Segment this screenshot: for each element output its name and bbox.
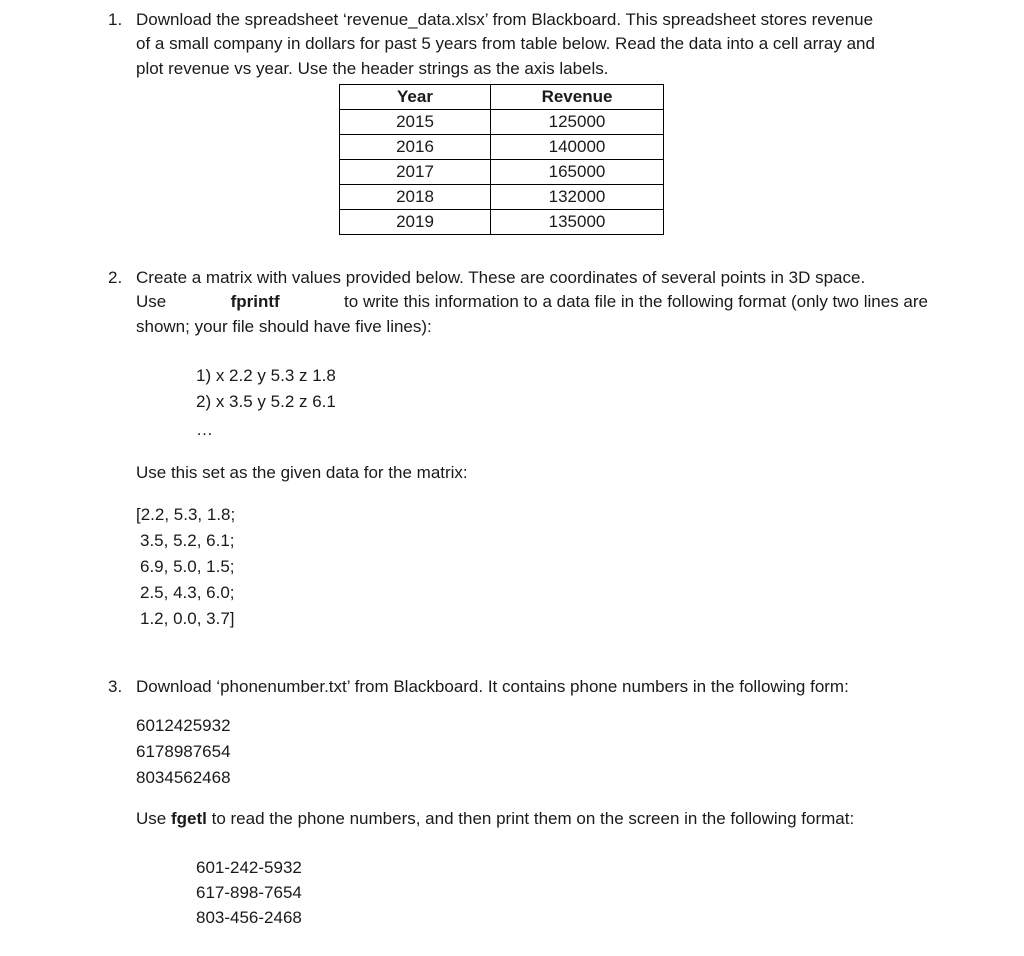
- matrix-row-1: [2.2, 5.3, 1.8;: [136, 505, 236, 524]
- table-row: [340, 110, 664, 135]
- q2-number: 2.: [108, 268, 123, 287]
- q3-number: 3.: [108, 677, 123, 696]
- formatted-number-1: 601-242-5932: [196, 858, 302, 877]
- header-year: Year: [340, 85, 491, 110]
- revenue-table: [339, 84, 664, 235]
- q3-instruction-post: to read the phone numbers, and then print them on the screen in the following format:: [211, 809, 855, 828]
- example-line-1: 1) x 2.2 y 5.3 z 1.8: [196, 366, 336, 385]
- q3-instruction-pre: Use: [136, 809, 167, 828]
- matrix-row-2: 3.5, 5.2, 6.1;: [140, 531, 235, 550]
- q2-line-2: [136, 292, 928, 312]
- q1-line-2: of a small company in dollars for past 5 years from table below. Read the data into a cell array and: [136, 34, 875, 53]
- example-line-2: 2) x 3.5 y 5.2 z 6.1: [196, 392, 336, 411]
- q2-line-2-post: to write this information to a data file in the following format (only two lines are: [344, 292, 928, 311]
- q1-number: 1.: [108, 10, 123, 29]
- cell-revenue: 140000: [491, 135, 664, 160]
- cell-year: 2019: [340, 210, 491, 235]
- q3-instruction: [136, 809, 854, 829]
- fprintf-keyword: fprintf: [230, 292, 280, 311]
- raw-number-3: 8034562468: [136, 768, 231, 787]
- q1-line-1: Download the spreadsheet ‘revenue_data.xlsx’ from Blackboard. This spreadsheet stores revenue: [136, 10, 874, 29]
- header-revenue: Revenue: [491, 85, 664, 110]
- raw-number-1: 6012425932: [136, 716, 231, 735]
- matrix-row-5: 1.2, 0.0, 3.7]: [140, 609, 235, 628]
- cell-year: 2018: [340, 185, 491, 210]
- table-header-row: [340, 85, 664, 110]
- fgetl-keyword: fgetl: [170, 809, 207, 828]
- formatted-number-2: 617-898-7654: [196, 883, 302, 902]
- q1-line-3: plot revenue vs year. Use the header strings as the axis labels.: [136, 59, 609, 78]
- table-row: [340, 160, 664, 185]
- formatted-number-3: 803-456-2468: [196, 908, 302, 927]
- cell-revenue: 135000: [491, 210, 664, 235]
- cell-year: 2015: [340, 110, 491, 135]
- cell-revenue: 165000: [491, 160, 664, 185]
- table-row: [340, 210, 664, 235]
- cell-revenue: 132000: [491, 185, 664, 210]
- q3-line-1: Download ‘phonenumber.txt’ from Blackboard. It contains phone numbers in the following form:: [136, 677, 849, 696]
- q2-line-1: Create a matrix with values provided below. These are coordinates of several points in 3D space.: [136, 268, 866, 287]
- example-ellipsis: …: [196, 420, 213, 439]
- cell-year: 2016: [340, 135, 491, 160]
- q2-line-3: shown; your file should have five lines):: [136, 317, 432, 336]
- cell-revenue: 125000: [491, 110, 664, 135]
- matrix-row-4: 2.5, 4.3, 6.0;: [140, 583, 235, 602]
- matrix-row-3: 6.9, 5.0, 1.5;: [140, 557, 235, 576]
- q2-line-2-pre: Use: [136, 292, 167, 311]
- raw-number-2: 6178987654: [136, 742, 231, 761]
- given-data-label: Use this set as the given data for the matrix:: [136, 463, 468, 482]
- table-row: [340, 135, 664, 160]
- cell-year: 2017: [340, 160, 491, 185]
- table-row: [340, 185, 664, 210]
